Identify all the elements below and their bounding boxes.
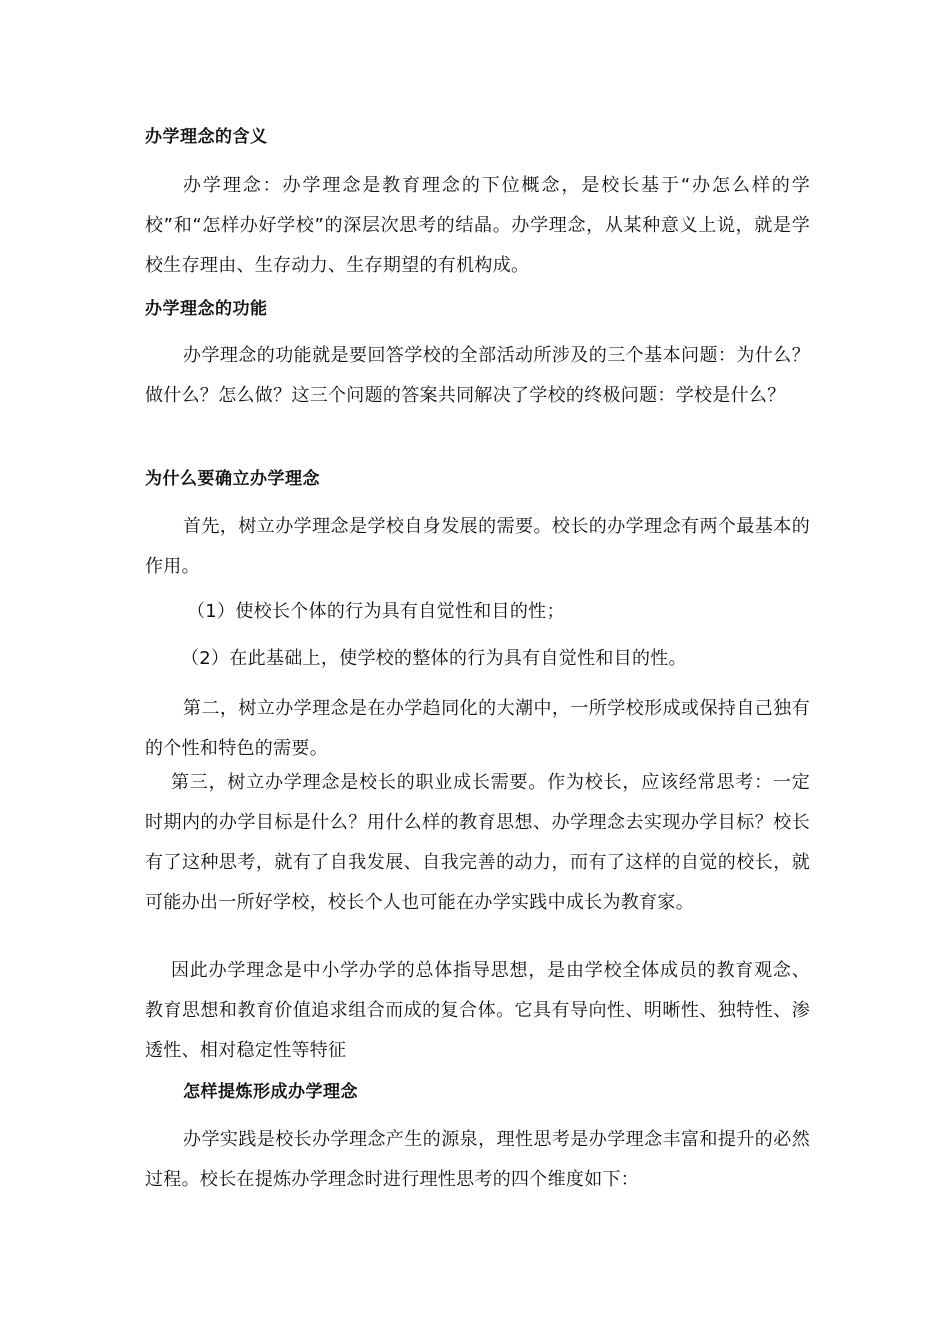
paragraph-why-first: 首先，树立办学理念是学校自身发展的需要。校长的办学理念有两个最基本的作用。: [145, 516, 810, 577]
list-item-2: （2）在此基础上，使学校的整体的行为具有自觉性和目的性。: [181, 648, 687, 669]
section-heading-function: 办学理念的功能: [145, 299, 268, 319]
paragraph-how: 办学实践是校长办学理念产生的源泉，理性思考是办学理念丰富和提升的必然过程。校长在提炼办学理念时进行理性思考的四个维度如下：: [145, 1129, 810, 1190]
list-item-1: （1）使校长个体的行为具有自觉性和目的性；: [187, 601, 565, 622]
paragraph-meaning: 办学理念：办学理念是教育理念的下位概念，是校长基于“办怎么样的学校”和“怎样办好学校”的深层次思考的结晶。办学理念，从某种意义上说，就是学校生存理由、生存动力、生存期望的有机构成。: [145, 175, 810, 276]
paragraph-why-third: 第三，树立办学理念是校长的职业成长需要。作为校长，应该经常思考：一定时期内的办学目标是什么？用什么样的教育思想、办学理念去实现办学目标？校长有了这种思考，就有了自我发展、自我完善的动力，而有了这样的自觉的校长，就可能办出一所好学校，校长个人也可能在办学实践中成长为教育家。: [145, 772, 810, 913]
paragraph-why-second: 第二，树立办学理念是在办学趋同化的大潮中，一所学校形成或保持自己独有的个性和特色的需要。: [145, 698, 810, 759]
section-heading-why: 为什么要确立办学理念: [145, 469, 320, 489]
section-heading-how: 怎样提炼形成办学理念: [183, 1082, 358, 1102]
paragraph-why-summary: 因此办学理念是中小学办学的总体指导思想，是由学校全体成员的教育观念、教育思想和教育价值追求组合而成的复合体。它具有导向性、明晰性、独特性、渗透性、相对稳定性等特征: [145, 960, 810, 1061]
paragraph-function: 办学理念的功能就是要回答学校的全部活动所涉及的三个基本问题：为什么？做什么？怎么做？这三个问题的答案共同解决了学校的终极问题：学校是什么？: [145, 345, 810, 406]
section-heading-meaning: 办学理念的含义: [145, 127, 268, 147]
